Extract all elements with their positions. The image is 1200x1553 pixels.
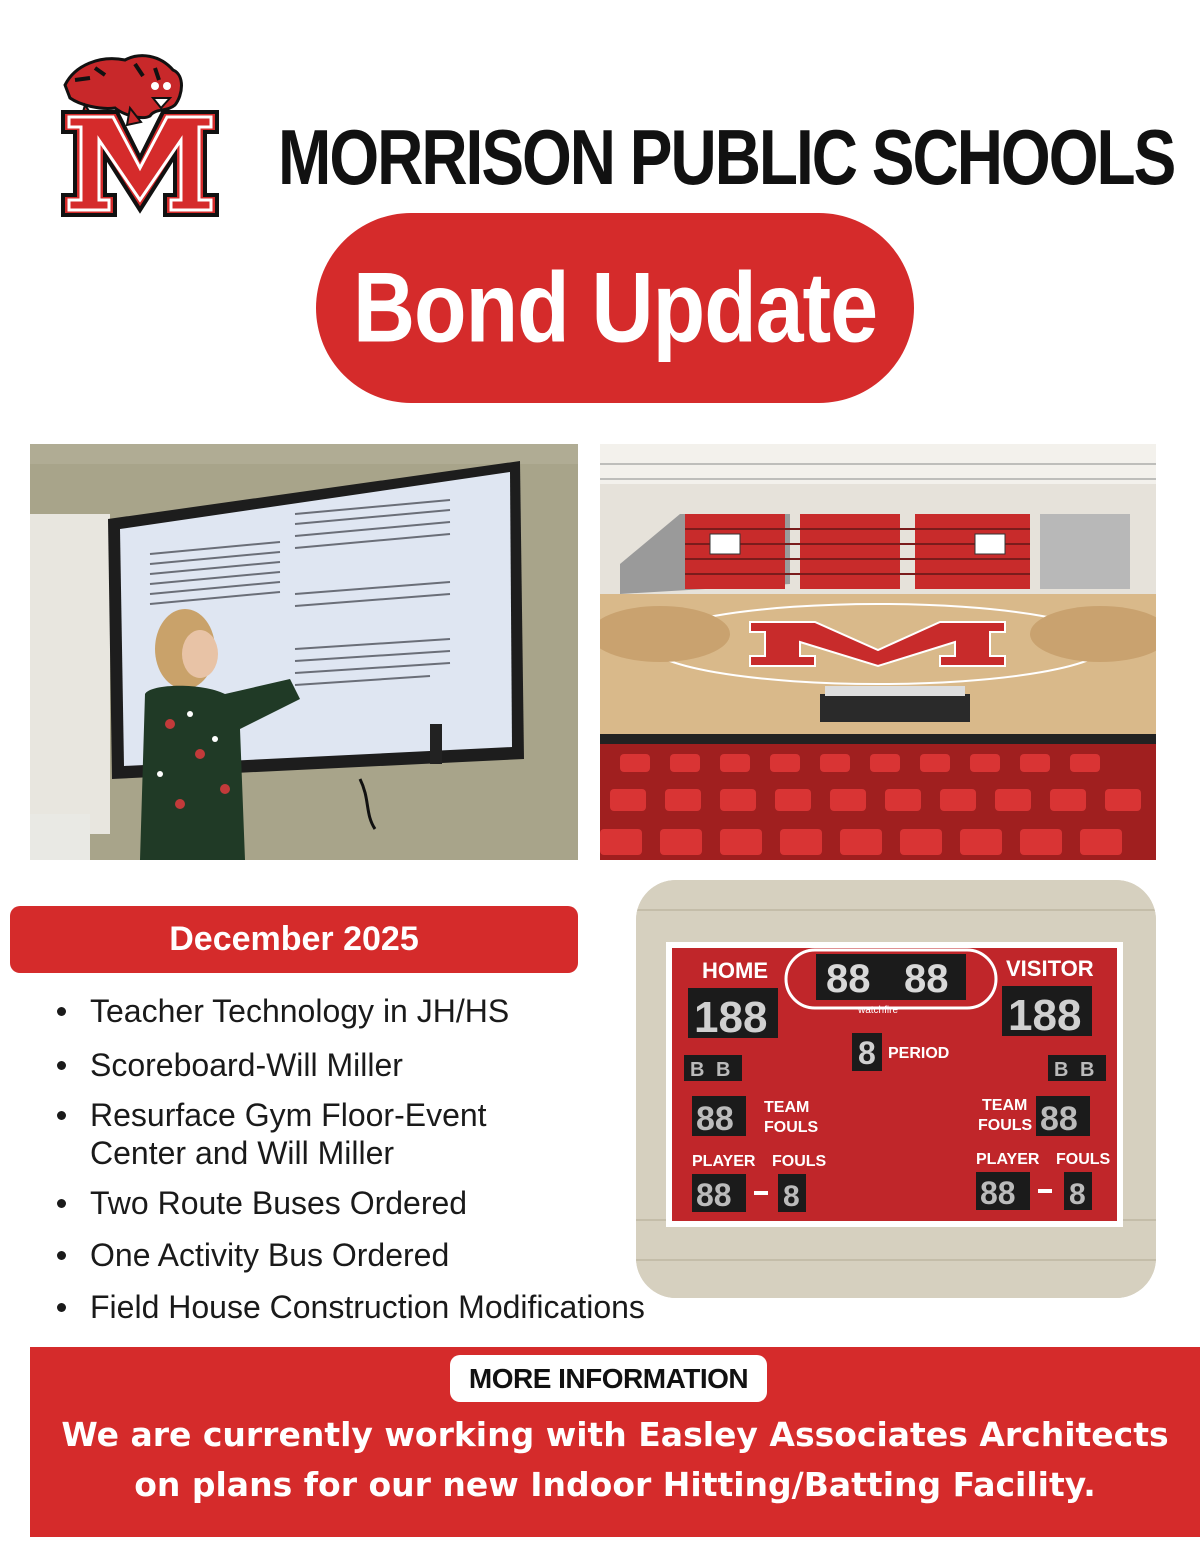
brand-label: watchfire — [858, 1005, 899, 1016]
bullet-icon — [57, 1303, 66, 1312]
home-bonus-2: B — [716, 1059, 731, 1081]
clock-left: 88 — [826, 957, 871, 1001]
more-info-text: We are currently working with Easley Associates Architects on plans for our new Indoor Hitting/Batting Facility. — [61, 1415, 1169, 1504]
home-score: 188 — [694, 993, 768, 1042]
home-player-label: PLAYER — [692, 1153, 756, 1170]
home-player-number: 88 — [696, 1177, 732, 1213]
visitor-bonus-1: B — [1054, 1059, 1069, 1081]
visitor-score: 188 — [1008, 991, 1082, 1040]
bullet-icon — [57, 1111, 66, 1120]
visitor-label: VISITOR — [1006, 956, 1094, 981]
home-team-label: TEAM — [764, 1099, 810, 1116]
school-name: MORRISON PUBLIC SCHOOLS — [278, 113, 1175, 201]
bullet-icon — [57, 1061, 66, 1070]
teacher-smartboard-photo — [30, 444, 578, 860]
more-info-label: MORE INFORMATION — [468, 1362, 749, 1394]
list-item: One Activity Bus Ordered — [55, 1236, 705, 1274]
bullet-icon — [57, 1199, 66, 1208]
school-logo — [55, 50, 225, 220]
scoreboard-photo — [636, 880, 1156, 1298]
home-team-fouls: 88 — [696, 1100, 734, 1138]
section-date: December 2025 — [169, 920, 419, 958]
visitor-team-label: TEAM — [982, 1097, 1028, 1114]
home-fouls-label: FOULS — [764, 1119, 819, 1136]
period-label: PERIOD — [888, 1045, 950, 1062]
page-title: Bond Update — [352, 252, 878, 363]
home-player-fouls-label: FOULS — [772, 1153, 827, 1170]
home-bonus-1: B — [690, 1059, 705, 1081]
visitor-player-number: 88 — [980, 1175, 1016, 1211]
bullet-icon — [57, 1007, 66, 1016]
clock-right: 88 — [904, 957, 949, 1001]
more-info-badge — [450, 1355, 767, 1402]
list-item: Field House Construction Modifications — [55, 1288, 705, 1326]
bond-update-banner — [316, 213, 914, 403]
list-item: Teacher Technology in JH/HS — [55, 992, 705, 1030]
visitor-bonus-2: B — [1080, 1059, 1095, 1081]
visitor-fouls-label: FOULS — [978, 1117, 1033, 1134]
visitor-team-fouls: 88 — [1040, 1100, 1078, 1138]
visitor-player-fouls: 8 — [1069, 1178, 1086, 1211]
visitor-player-fouls-label: FOULS — [1056, 1151, 1111, 1168]
home-player-fouls: 8 — [783, 1180, 800, 1213]
list-item: Two Route Buses Ordered — [55, 1184, 705, 1222]
visitor-player-label: PLAYER — [976, 1151, 1040, 1168]
bullet-icon — [57, 1251, 66, 1260]
date-banner — [10, 906, 578, 973]
home-label: HOME — [702, 958, 768, 983]
period-digit: 8 — [858, 1035, 876, 1071]
gymnasium-photo — [600, 444, 1156, 860]
list-item: Resurface Gym Floor-Event Center and Will Miller — [55, 1096, 560, 1172]
update-list — [55, 992, 705, 1326]
list-item: Scoreboard-Will Miller — [55, 1046, 705, 1084]
